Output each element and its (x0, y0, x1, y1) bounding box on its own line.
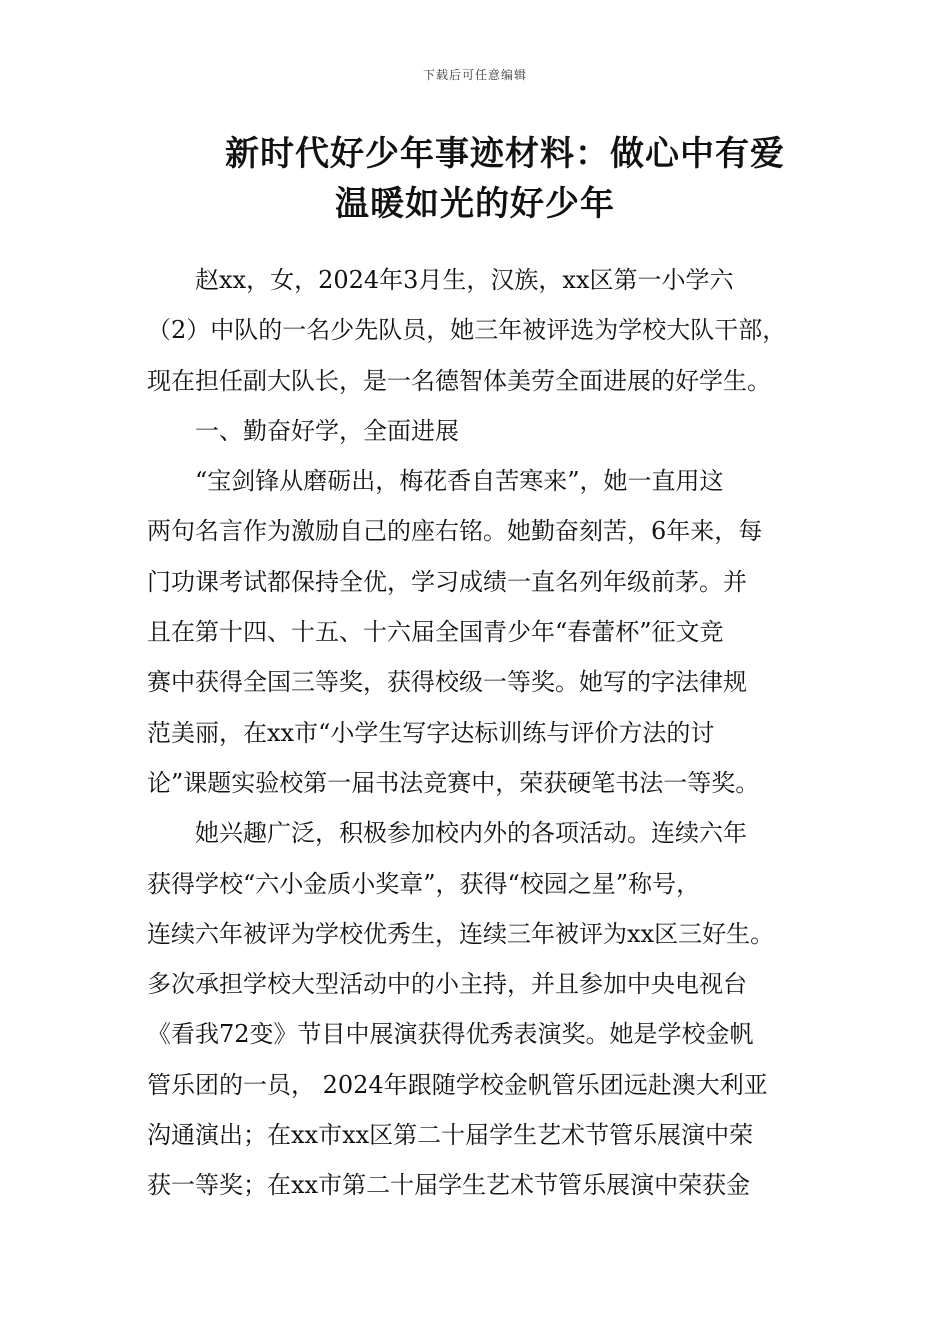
paragraph-line: 论”课题实验校第一届书法竞赛中，荣获硬笔书法一等奖。 (147, 768, 760, 797)
paragraph-line: 门功课考试都保持全优，学习成绩一直名列年级前茅。并 (147, 567, 747, 596)
paragraph-line: 获一等奖；在xx市第二十届学生艺术节管乐展演中荣获金 (147, 1171, 751, 1200)
document-body (147, 255, 827, 1211)
paragraph-line: 范美丽，在xx市“小学生写字达标训练与评价方法的讨 (147, 718, 715, 747)
paragraph-line: 且在第十四、十五、十六届全国青少年“春蕾杯”征文竞 (147, 618, 724, 647)
paragraph-line: 她兴趣广泛，积极参加校内外的各项活动。连续六年 (195, 819, 747, 848)
document-title-line-2: 温暖如光的好少年 (335, 184, 615, 224)
paragraph-line: 两句名言作为激励自己的座右铭。她勤奋刻苦，6年来，每 (147, 517, 763, 546)
paragraph-line: 获得学校“六小金质小奖章”，获得“校园之星”称号， (147, 869, 701, 898)
paragraph-line: 赵xx，女，2024年3月生，汉族，xx区第一小学六 (195, 266, 734, 294)
paragraph-line: “宝剑锋从磨砺出，梅花香自苦寒来”，她一直用这 (195, 467, 724, 496)
paragraph-line: （2）中队的一名少先队员，她三年被评选为学校大队干部， (147, 316, 787, 345)
section-heading: 一、勤奋好学，全面进展 (195, 416, 459, 445)
paragraph-line: 多次承担学校大型活动中的小主持，并且参加中央电视台 (147, 970, 747, 999)
document-title-line-1: 新时代好少年事迹材料：做心中有爱 (225, 134, 785, 174)
paragraph-line: 沟通演出；在xx市xx区第二十届学生艺术节管乐展演中荣 (147, 1121, 754, 1150)
header-note: 下载后可任意编辑 (422, 68, 527, 82)
paragraph-line: 连续六年被评为学校优秀生，连续三年被评为xx区三好生。 (147, 919, 775, 948)
paragraph-line: 《看我72变》节目中展演获得优秀表演奖。她是学校金帆 (147, 1020, 754, 1049)
paragraph-line: 管乐团的一员， 2024年跟随学校金帆管乐团远赴澳大利亚 (147, 1070, 768, 1099)
paragraph-line: 赛中获得全国三等奖，获得校级一等奖。她写的字法律规 (147, 668, 747, 697)
paragraph-line: 现在担任副大队长，是一名德智体美劳全面进展的好学生。 (147, 366, 771, 395)
